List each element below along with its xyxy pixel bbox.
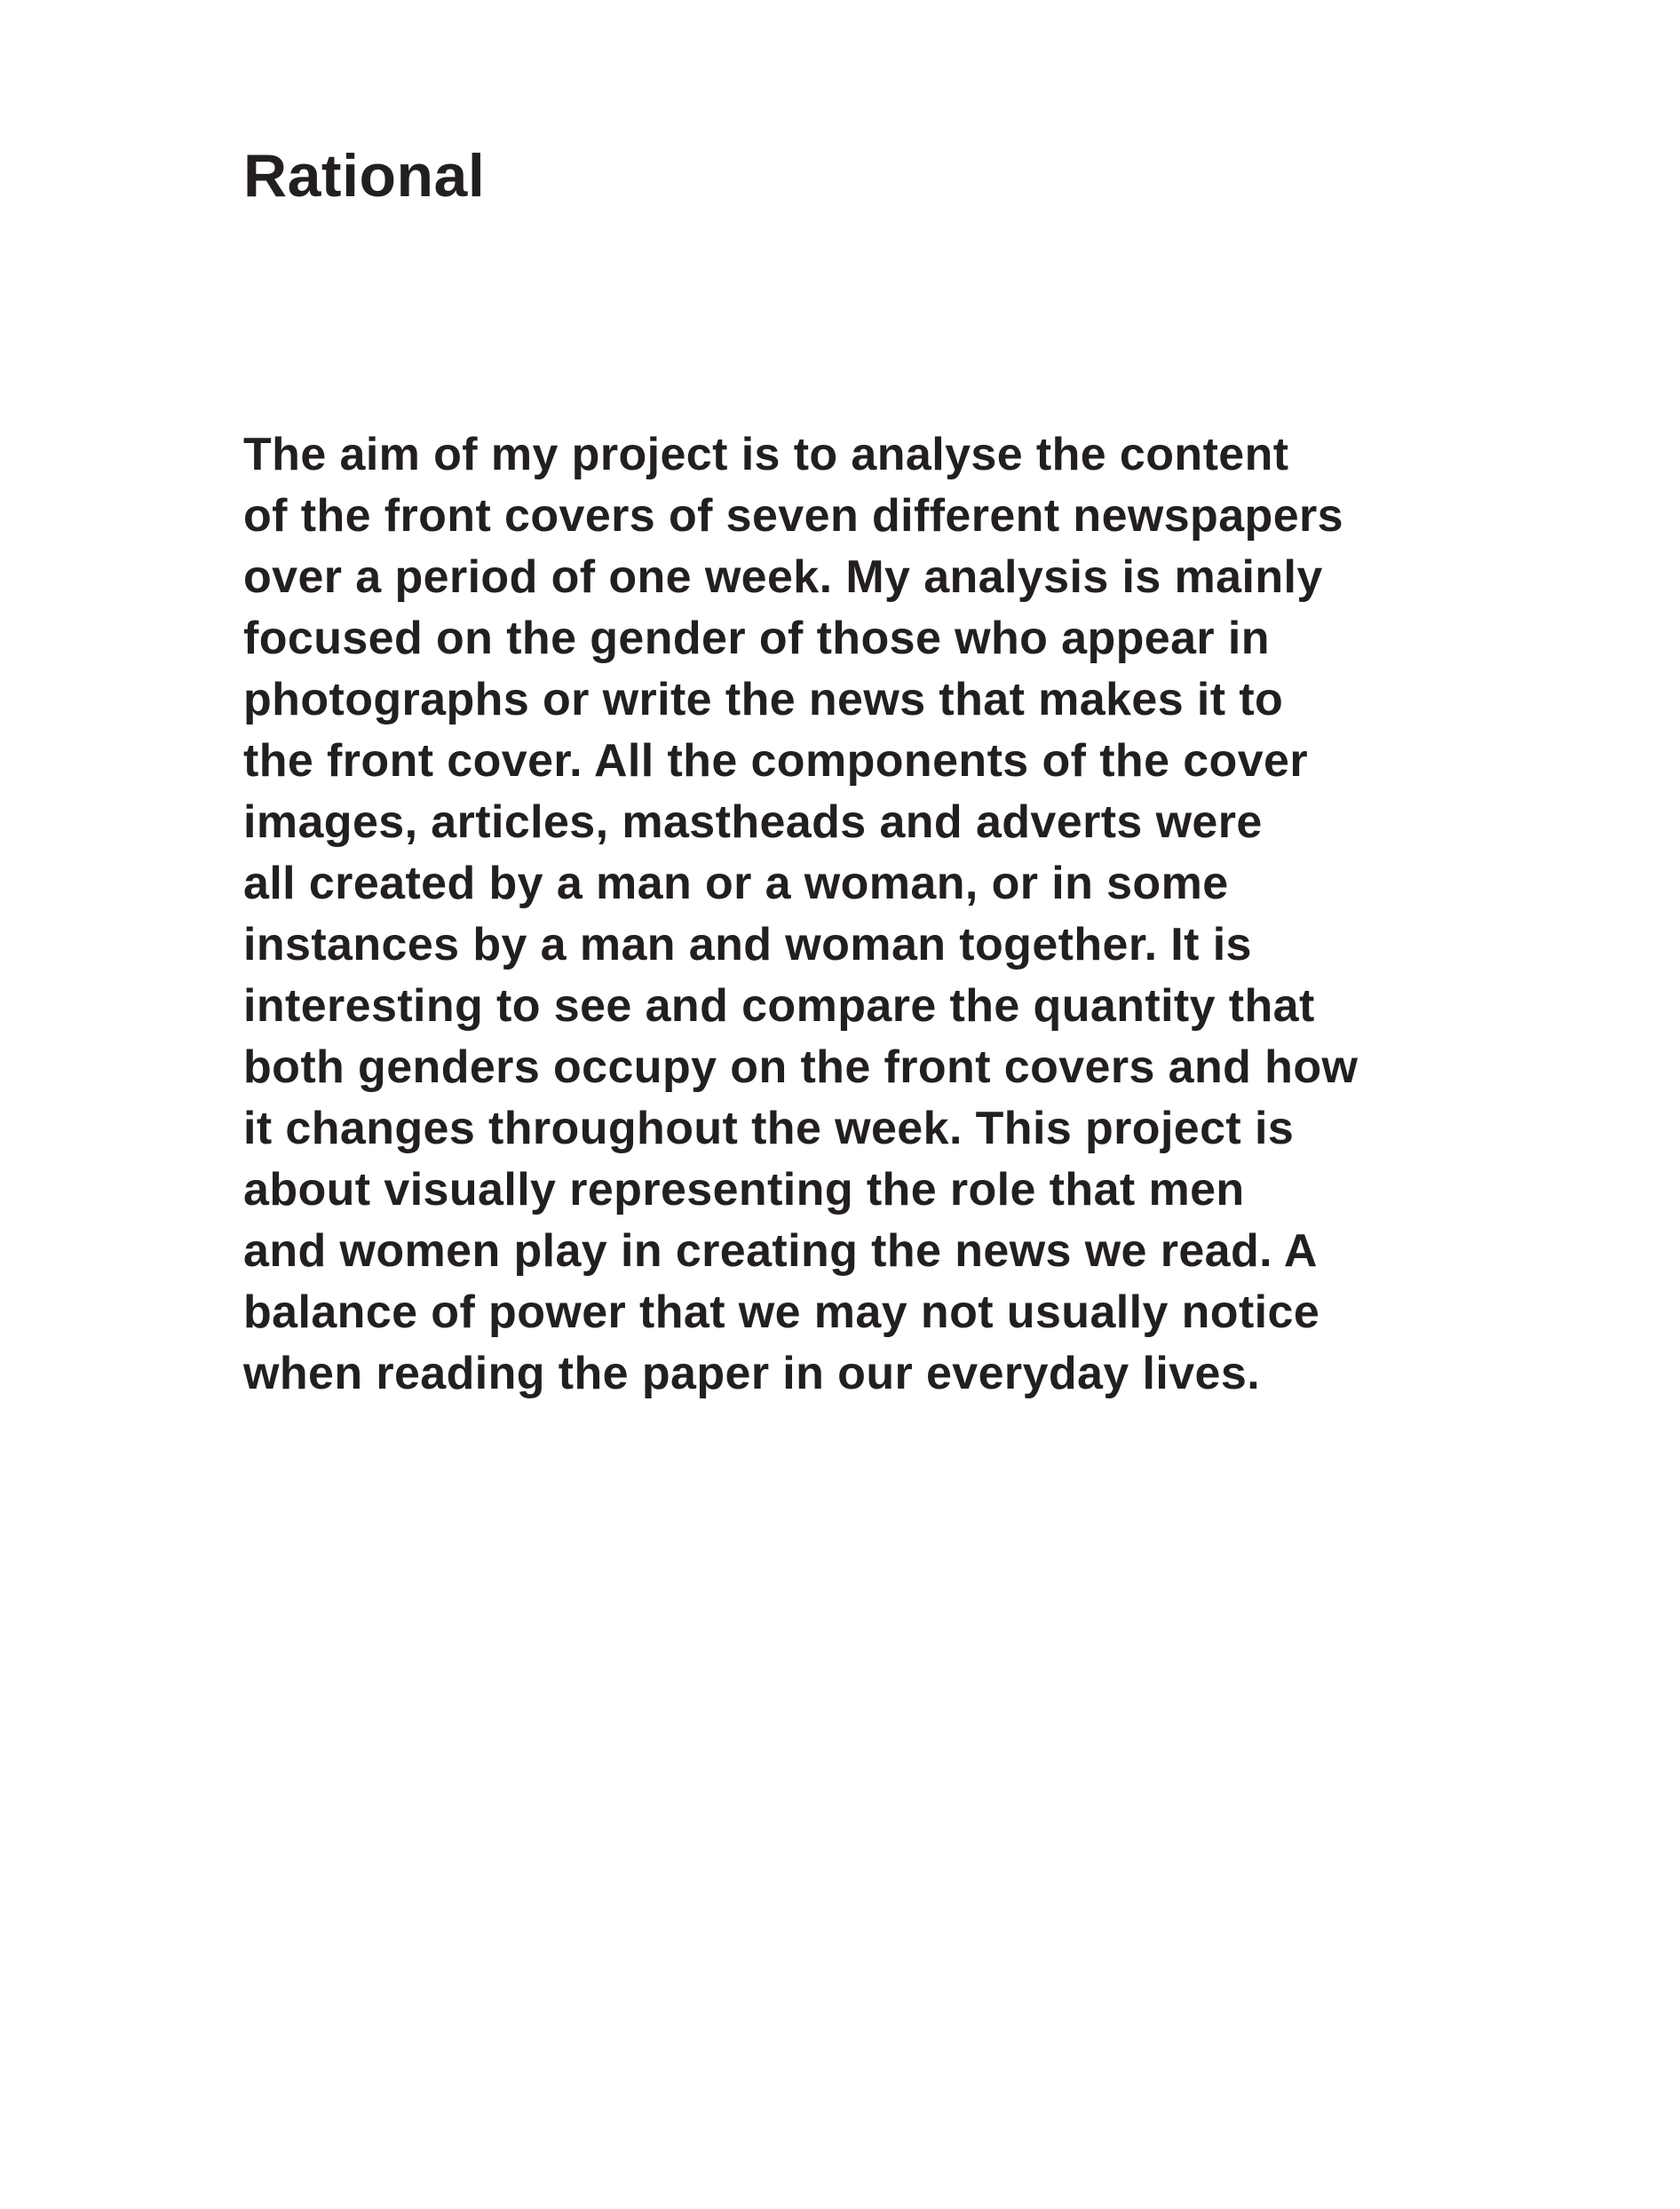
paragraph-line: interesting to see and compare the quantity that <box>243 980 1315 1032</box>
body-paragraph <box>243 424 1358 1405</box>
paragraph-line: balance of power that we may not usually notice <box>243 1287 1320 1338</box>
paragraph-line: and women play in creating the news we read. A <box>243 1225 1318 1277</box>
paragraph-line: photographs or write the news that makes it to <box>243 674 1284 725</box>
paragraph-line: images, articles, mastheads and adverts were <box>243 796 1263 848</box>
paragraph-line: The aim of my project is to analyse the content <box>243 429 1289 480</box>
paragraph-line: over a period of one week. My analysis is mainly <box>243 551 1323 603</box>
paragraph-line: it changes throughout the week. This project is <box>243 1103 1295 1154</box>
paragraph-line: focused on the gender of those who appear in <box>243 613 1270 664</box>
paragraph-line: when reading the paper in our everyday lives. <box>243 1348 1261 1399</box>
page-title: Rational <box>243 142 486 210</box>
paragraph-line: both genders occupy on the front covers and how <box>243 1041 1359 1093</box>
paragraph-line: of the front covers of seven different newspapers <box>243 490 1343 542</box>
paragraph-line: all created by a man or a woman, or in some <box>243 858 1229 909</box>
paragraph-line: about visually representing the role that men <box>243 1164 1245 1215</box>
paragraph-line: instances by a man and woman together. It is <box>243 919 1252 970</box>
paragraph-line: the front cover. All the components of the cover <box>243 735 1309 787</box>
